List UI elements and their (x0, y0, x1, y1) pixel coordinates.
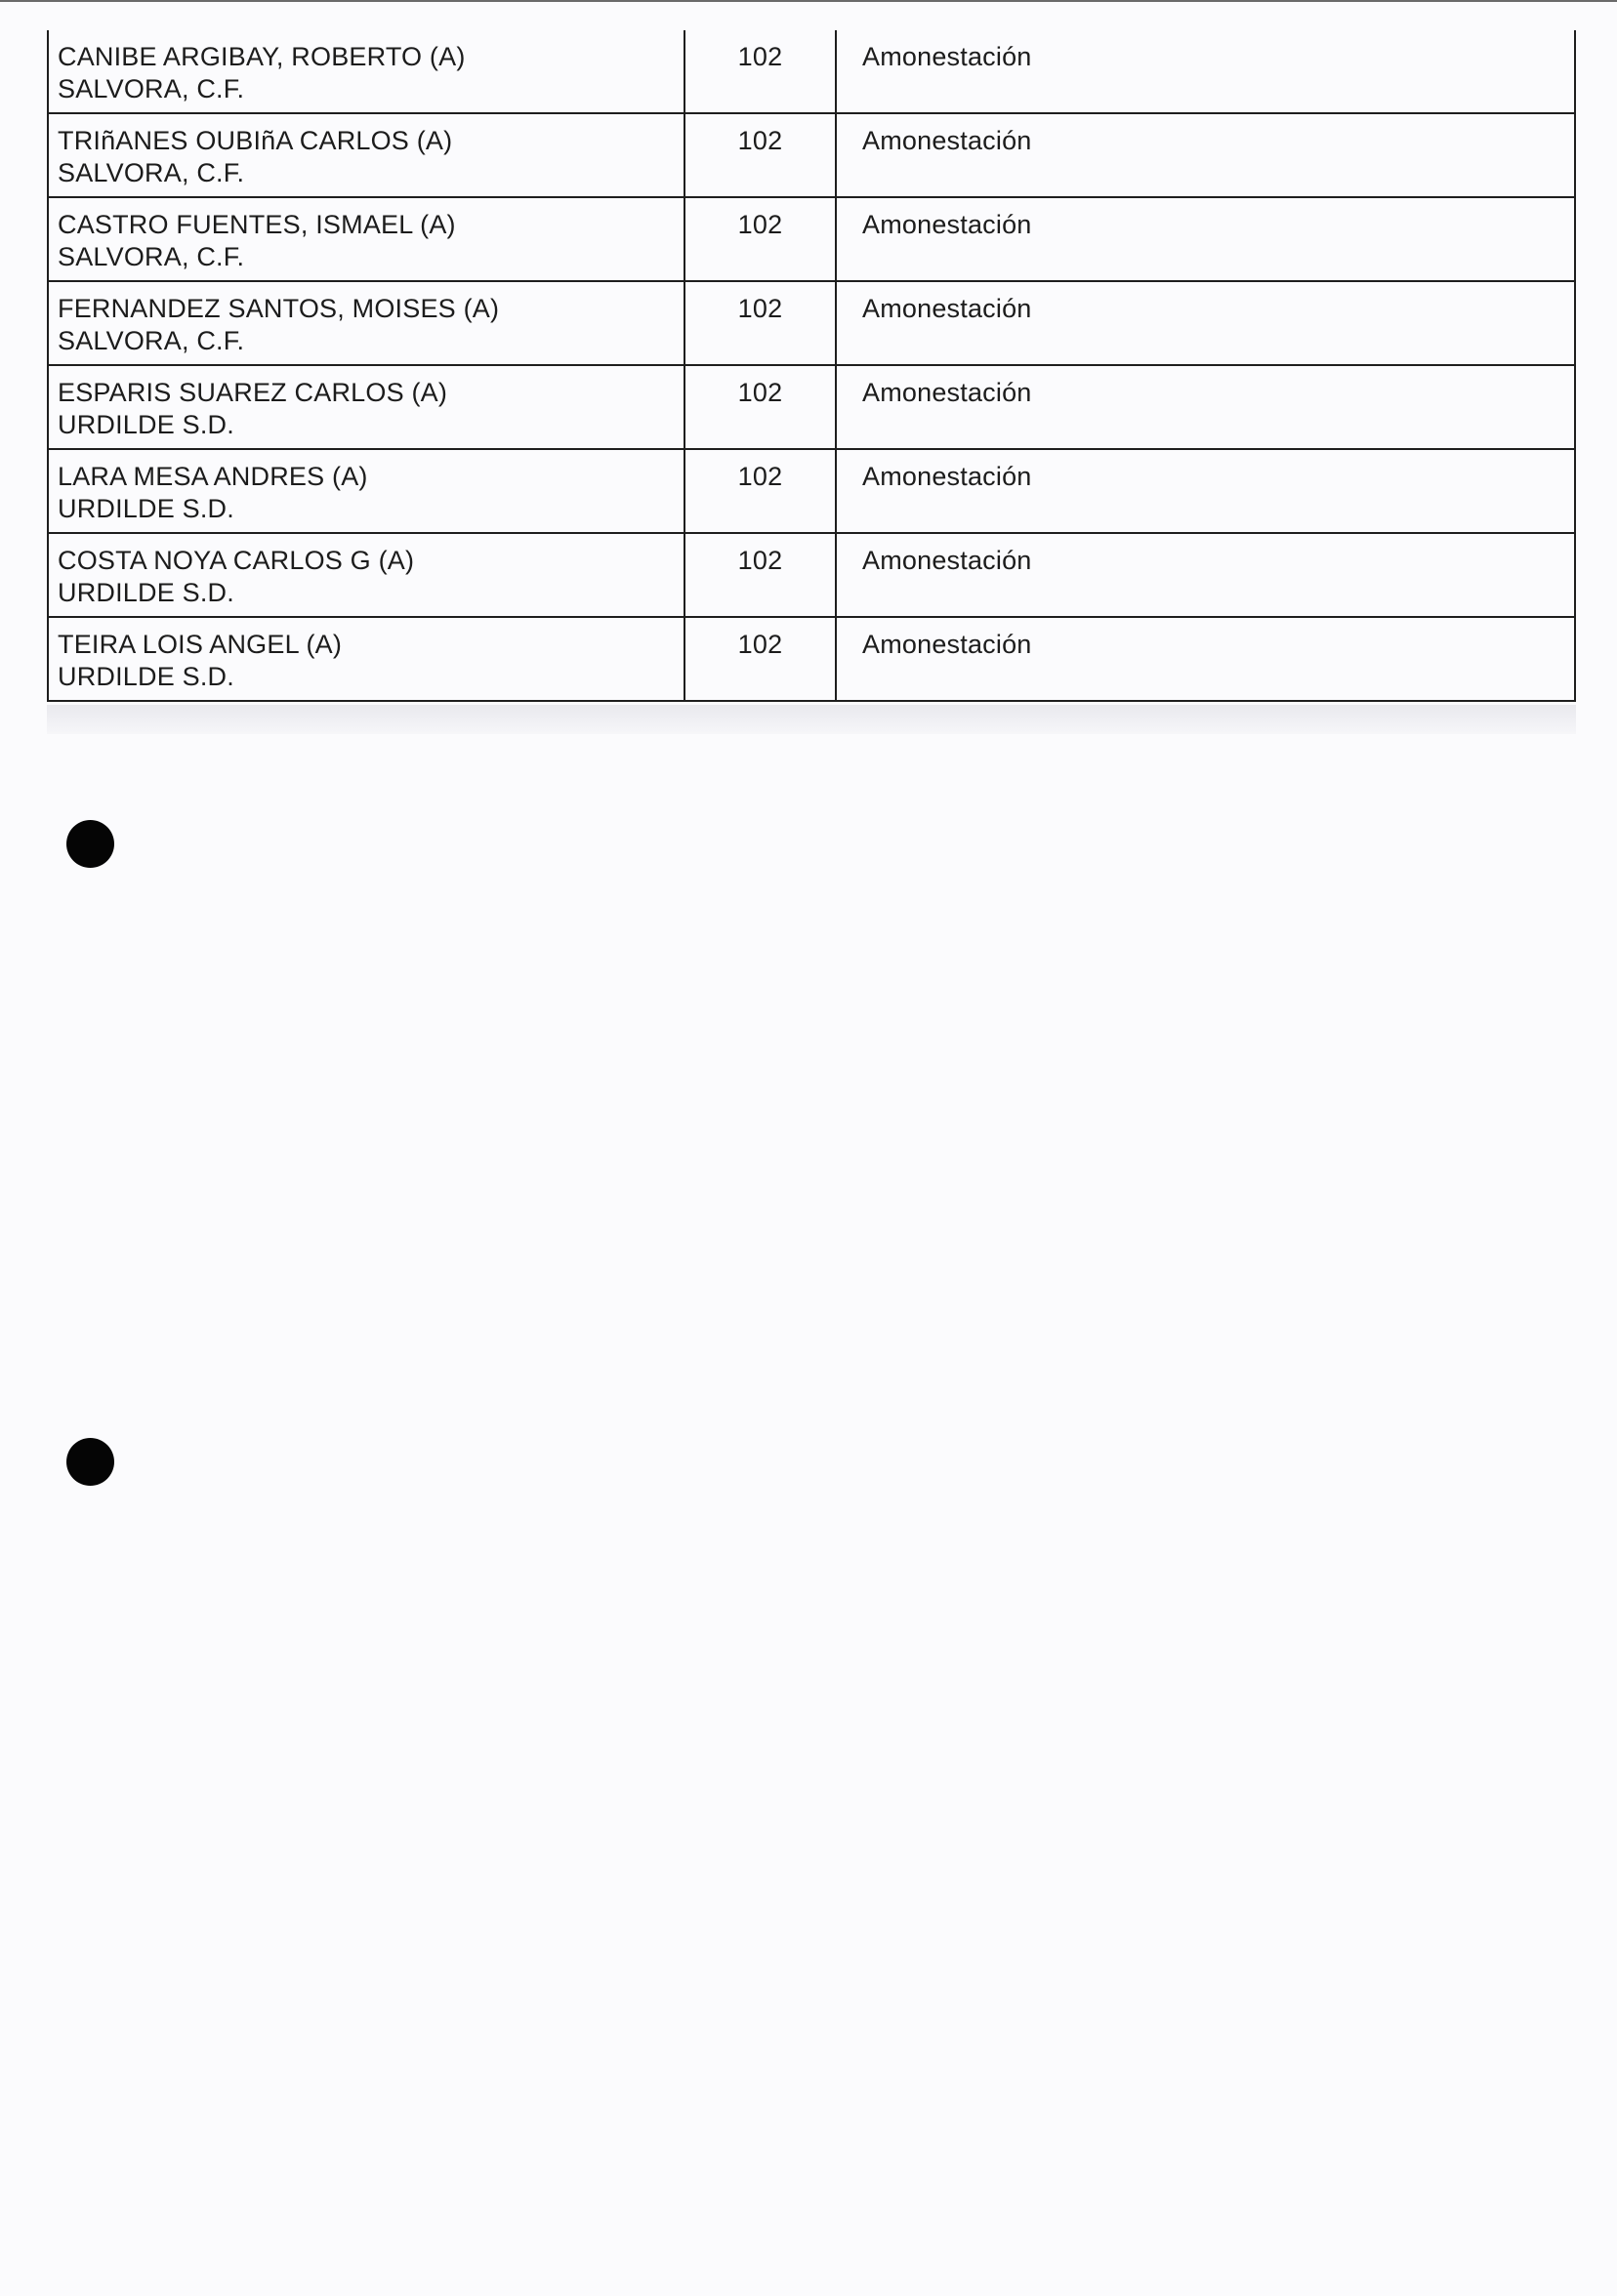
player-name: ESPARIS SUAREZ CARLOS (A) (58, 378, 448, 407)
sanction-type: Amonestación (862, 378, 1032, 407)
scan-shadow-band (47, 705, 1576, 734)
sanction-code: 102 (685, 282, 837, 364)
table-row (49, 448, 1574, 532)
table-row (49, 280, 1574, 364)
club-name: SALVORA, C.F. (58, 242, 245, 271)
sanction-type: Amonestación (862, 42, 1032, 71)
sanction-code: 102 (685, 534, 837, 616)
club-name: SALVORA, C.F. (58, 326, 245, 355)
sanctions-table (47, 30, 1576, 702)
player-cell (49, 198, 685, 280)
player-name: COSTA NOYA CARLOS G (A) (58, 546, 415, 575)
sanction-type: Amonestación (862, 126, 1032, 155)
club-name: URDILDE S.D. (58, 494, 234, 523)
player-cell (49, 618, 685, 700)
club-name: URDILDE S.D. (58, 578, 234, 607)
punch-hole-icon (66, 820, 114, 868)
punch-hole-icon (66, 1438, 114, 1486)
sanction-code: 102 (685, 114, 837, 196)
player-name: TRIñANES OUBIñA CARLOS (A) (58, 126, 453, 155)
player-name: LARA MESA ANDRES (A) (58, 462, 368, 491)
sanction-code: 102 (685, 366, 837, 448)
sanction-type: Amonestación (862, 462, 1032, 491)
player-name: CASTRO FUENTES, ISMAEL (A) (58, 210, 456, 239)
club-name: SALVORA, C.F. (58, 74, 245, 103)
player-cell (49, 450, 685, 532)
sanction-code: 102 (685, 30, 837, 112)
table-row (49, 532, 1574, 616)
player-cell (49, 30, 685, 112)
player-cell (49, 534, 685, 616)
club-name: URDILDE S.D. (58, 662, 234, 691)
table-row (49, 196, 1574, 280)
player-cell (49, 114, 685, 196)
sanction-code: 102 (685, 198, 837, 280)
sanction-code: 102 (685, 450, 837, 532)
sanction-type: Amonestación (862, 546, 1032, 575)
sanction-type: Amonestación (862, 630, 1032, 659)
player-cell (49, 282, 685, 364)
page-top-edge (0, 0, 1617, 2)
club-name: SALVORA, C.F. (58, 158, 245, 187)
table-row (49, 112, 1574, 196)
player-cell (49, 366, 685, 448)
sanction-type: Amonestación (862, 210, 1032, 239)
player-name: FERNANDEZ SANTOS, MOISES (A) (58, 294, 500, 323)
sanction-type: Amonestación (862, 294, 1032, 323)
sanction-code: 102 (685, 618, 837, 700)
player-name: CANIBE ARGIBAY, ROBERTO (A) (58, 42, 466, 71)
table-row (49, 616, 1574, 700)
player-name: TEIRA LOIS ANGEL (A) (58, 630, 343, 659)
table-row (49, 364, 1574, 448)
table-row (49, 30, 1574, 112)
club-name: URDILDE S.D. (58, 410, 234, 439)
